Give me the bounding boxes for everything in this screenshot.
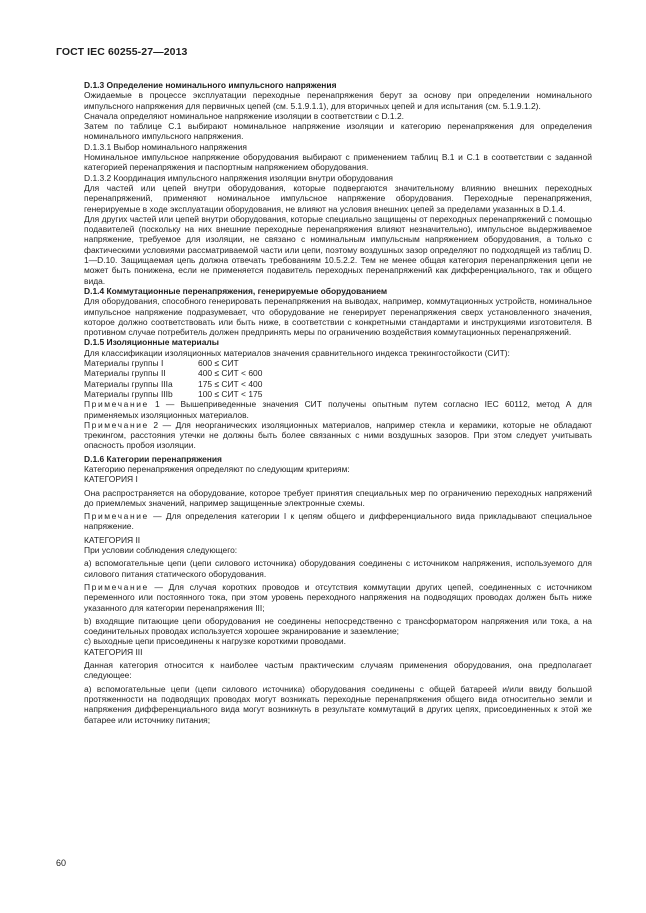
note-text: — Для определения категории I к цепям общего и дифференциального вида прикладывают специальное напряжение.: [84, 511, 592, 532]
body-paragraph: Затем по таблице С.1 выбирают номинальное напряжение изоляции и категорию перенапряжения для определения номинального импульсного напряжения.: [84, 121, 592, 142]
body-paragraph: КАТЕГОРИЯ III: [84, 646, 143, 657]
page-number: 60: [56, 858, 67, 868]
body-paragraph: Номинальное импульсное напряжение оборудования выбирают с применением таблиц В.1 и С.1 в соответствии с заданной категорией перенапряжения и паспортным напряжением оборудования.: [84, 152, 592, 173]
note-label: Примечание: [84, 399, 149, 410]
material-group-cell: Материалы группы IIIa: [84, 378, 173, 389]
note-paragraph: [84, 582, 592, 613]
note-text: 1 — Вышеприведенные значения СИТ получены опытным путем согласно IEC 60112, метод А для применяемых изоляционных материалов.: [84, 399, 592, 420]
body-paragraph: b) входящие питающие цепи оборудования не соединены непосредственно с трансформатором напряжения или тока, а на соединительных проводах используется хорошее экранирование и заземление;: [84, 615, 592, 637]
cti-range-cell: 175 ≤ СИТ < 400: [198, 378, 263, 389]
note-paragraph: [84, 511, 592, 532]
cti-range-cell: 100 ≤ СИТ < 175: [198, 388, 263, 399]
body-paragraph: Для частей или цепей внутри оборудования, которые подвергаются значительному влиянию внешних переходных перенапряжений, применяют номинальное импульсное напряжение оборудования. Переходные перенапряжения, генерируемые в ходе эксплуатации оборудования, не влияют на условия внешних цепей за пределами указанных в D.1.4.: [84, 182, 592, 214]
body-paragraph: а) вспомогательные цепи (цепи силового источника) оборудования соединены с общей батареей и/или ввиду большой протяженности на подводящих проводах могут возникать переходные перенапряжения общего вида относительно земли и напряжения дифференциального вида могут возникнуть в результате коммутаций в других цепях, присоединенных к этой же батарее или источнику питания;: [84, 683, 592, 725]
note-paragraph: [84, 420, 592, 451]
section-heading: D.1.4 Коммутационные перенапряжения, генерируемые оборудованием: [84, 285, 388, 296]
section-heading: D.1.5 Изоляционные материалы: [84, 337, 219, 348]
cti-range-cell: 400 ≤ СИТ < 600: [198, 368, 263, 379]
material-group-cell: Материалы группы IIIb: [84, 388, 173, 399]
body-paragraph: Для других частей или цепей внутри оборудования, которые специально защищены от переходных перенапряжений с помощью подавителей (поскольку на них внешние переходные перенапряжения влияют незначительно), импульсное выдерживаемое напряжение, требуемое для изоляции, не связано с номинальным импульсным напряжением оборудования, а только с фактическими условиями рассматриваемой части или цепи, поэтому воздушных зазор определяют по подходящей из таблиц D. 1—D.10. Защищаемая цепь должна отвечать требованиям 10.5.2.2. Тем не менее общая категория перенапряжения цепи не может быть понижена, если не применяется подавитель переходных перенапряжений как дифференциального, так и общего вида.: [84, 213, 592, 286]
body-paragraph: Для оборудования, способного генерировать перенапряжения на выводах, например, коммутационных устройств, номинальное импульсное напряжение подразумевает, что оборудование не генерирует перенапряжения сверх установленного значения, которое должно соответствовать или быть ниже, в соответствии с конкретными стандартами и инструкциями изготовителя. В противном случае потребитель должен предпринять меры по ограничению воздействия коммутационных перенапряжений.: [84, 296, 592, 338]
table-row: [84, 379, 262, 389]
body-paragraph: Она распространяется на оборудование, которое требует принятия специальных мер по ограничению переходных напряжений до приемлемых значений, например защищенные электронные схемы.: [84, 487, 592, 508]
material-group-cell: Материалы группы II: [84, 368, 166, 379]
note-label: Примечание: [84, 511, 149, 522]
body-paragraph: Категорию перенапряжения определяют по следующим критериям:: [84, 463, 350, 474]
body-paragraph: КАТЕГОРИЯ I: [84, 474, 138, 485]
note-label: Примечание: [84, 419, 149, 430]
document-header: ГОСТ IEC 60255-27—2013: [56, 46, 188, 58]
document-body: [84, 80, 592, 725]
section-heading: D.1.6 Категории перенапряжения: [84, 453, 222, 464]
note-paragraph: [84, 399, 592, 420]
cti-range-cell: 600 ≤ СИТ: [198, 358, 239, 369]
body-paragraph: а) вспомогательные цепи (цепи силового источника) оборудования соединены с источником напряжения, используемого для силового питания статического оборудования.: [84, 558, 592, 579]
table-row: [84, 389, 262, 399]
material-group-cell: Материалы группы I: [84, 358, 164, 369]
body-paragraph: Ожидаемые в процессе эксплуатации переходные перенапряжения берут за основу при определении номинального импульсного напряжения для первичных цепей (см. 5.1.9.1.1), для вторичных цепей и для испытания (см. 5.1.9.1.2).: [84, 90, 592, 111]
body-paragraph: При условии соблюдения следующего:: [84, 545, 238, 556]
note-label: Примечание: [84, 581, 149, 592]
body-paragraph: с) выходные цепи присоединены к нагрузке короткими проводами.: [84, 636, 346, 647]
body-paragraph: Данная категория относится к наиболее частым практическим случаям применения оборудования, она предполагает следующее:: [84, 660, 592, 681]
table-row: [84, 358, 262, 368]
section-heading: D.1.3 Определение номинального импульсного напряжения: [84, 80, 337, 90]
material-groups-table: [84, 358, 262, 399]
body-paragraph: D.1.3.2 Координация импульсного напряжения изоляции внутри оборудования: [84, 172, 393, 183]
note-text: 2 — Для неорганических изоляционных материалов, например стекла и керамики, которые не обладают трекингом, расстояния утечки не должны быть более связанных с ними воздушных зазоров. При этом следует учитывать опасность пробоя изоляции.: [84, 419, 592, 451]
table-row: [84, 368, 262, 378]
body-paragraph: D.1.3.1 Выбор номинального напряжения: [84, 141, 247, 152]
body-paragraph: Для классификации изоляционных материалов значения сравнительного индекса трекингостойкости (СИТ):: [84, 347, 510, 358]
body-paragraph: Сначала определяют номинальное напряжение изоляции в соответствии с D.1.2.: [84, 110, 404, 121]
note-text: — Для случая коротких проводов и отсутствия коммутации других цепей, соединенных с источником переменного или постоянного тока, при этом уровень переходного напряжения на подводящих проводах должен быть ниже указанного для категории перенапряжения III;: [84, 581, 592, 613]
body-paragraph: КАТЕГОРИЯ II: [84, 534, 141, 545]
